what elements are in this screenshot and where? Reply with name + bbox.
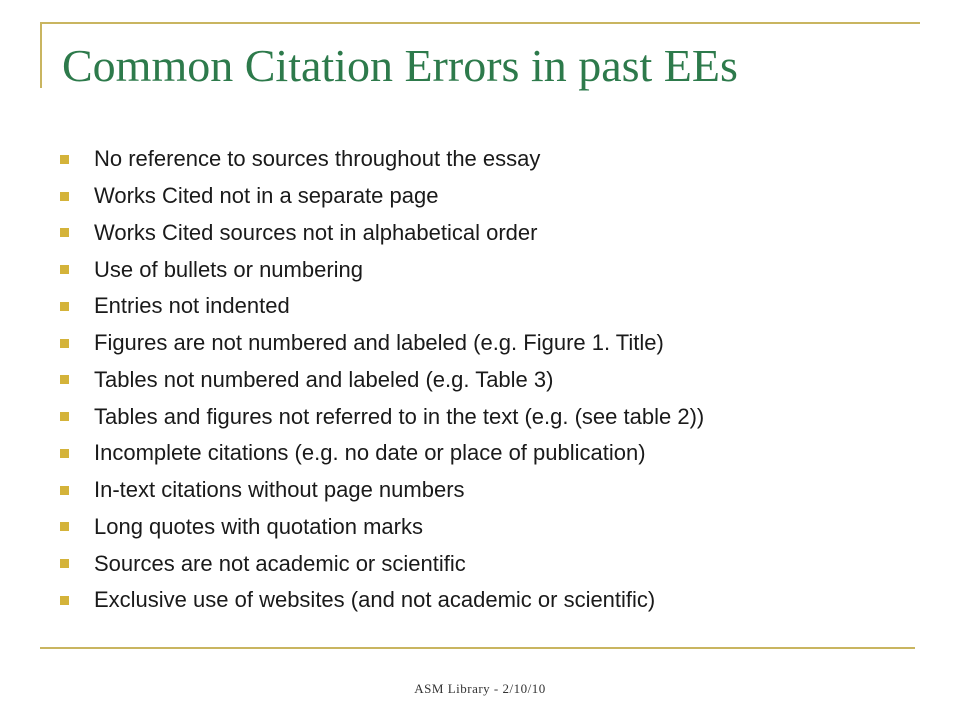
list-item: [60, 472, 704, 509]
bullet-text: In-text citations without page numbers: [94, 477, 465, 503]
list-item: [60, 545, 704, 582]
bottom-rule: [40, 647, 915, 649]
list-item: [60, 435, 704, 472]
square-bullet-icon: [60, 559, 69, 568]
bullet-text: Figures are not numbered and labeled (e.g. Figure 1. Title): [94, 330, 664, 356]
square-bullet-icon: [60, 486, 69, 495]
list-item: [60, 398, 704, 435]
list-item: [60, 141, 704, 178]
footer-text: ASM Library - 2/10/10: [414, 681, 546, 696]
list-item: [60, 325, 704, 362]
square-bullet-icon: [60, 522, 69, 531]
square-bullet-icon: [60, 265, 69, 274]
square-bullet-icon: [60, 339, 69, 348]
list-item: [60, 582, 704, 619]
bullet-text: Long quotes with quotation marks: [94, 513, 423, 539]
list-item: [60, 215, 704, 252]
bullet-text: Tables and figures not referred to in the text (e.g. (see table 2)): [94, 403, 705, 429]
bullet-text: Tables not numbered and labeled (e.g. Table 3): [94, 366, 554, 392]
bullet-text: Use of bullets or numbering: [94, 256, 364, 282]
list-item: [60, 362, 704, 399]
bullet-text: Exclusive use of websites (and not academic or scientific): [94, 587, 656, 613]
list-item: [60, 288, 704, 325]
square-bullet-icon: [60, 449, 69, 458]
list-item: [60, 178, 704, 215]
square-bullet-icon: [60, 375, 69, 384]
square-bullet-icon: [60, 412, 69, 421]
square-bullet-icon: [60, 596, 69, 605]
slide-title: Common Citation Errors in past EEs: [62, 40, 738, 91]
square-bullet-icon: [60, 228, 69, 237]
bullet-text: Works Cited sources not in alphabetical order: [94, 219, 538, 245]
left-rule: [40, 22, 42, 88]
bullet-list: [60, 141, 704, 619]
bullet-text: Works Cited not in a separate page: [94, 183, 439, 209]
list-item: [60, 251, 704, 288]
bullet-text: Entries not indented: [94, 293, 290, 319]
top-rule: [40, 22, 920, 24]
square-bullet-icon: [60, 302, 69, 311]
bullet-text: Sources are not academic or scientific: [94, 550, 466, 576]
list-item: [60, 509, 704, 546]
square-bullet-icon: [60, 155, 69, 164]
bullet-text: No reference to sources throughout the essay: [94, 146, 541, 172]
bullet-text: Incomplete citations (e.g. no date or place of publication): [94, 440, 646, 466]
square-bullet-icon: [60, 192, 69, 201]
